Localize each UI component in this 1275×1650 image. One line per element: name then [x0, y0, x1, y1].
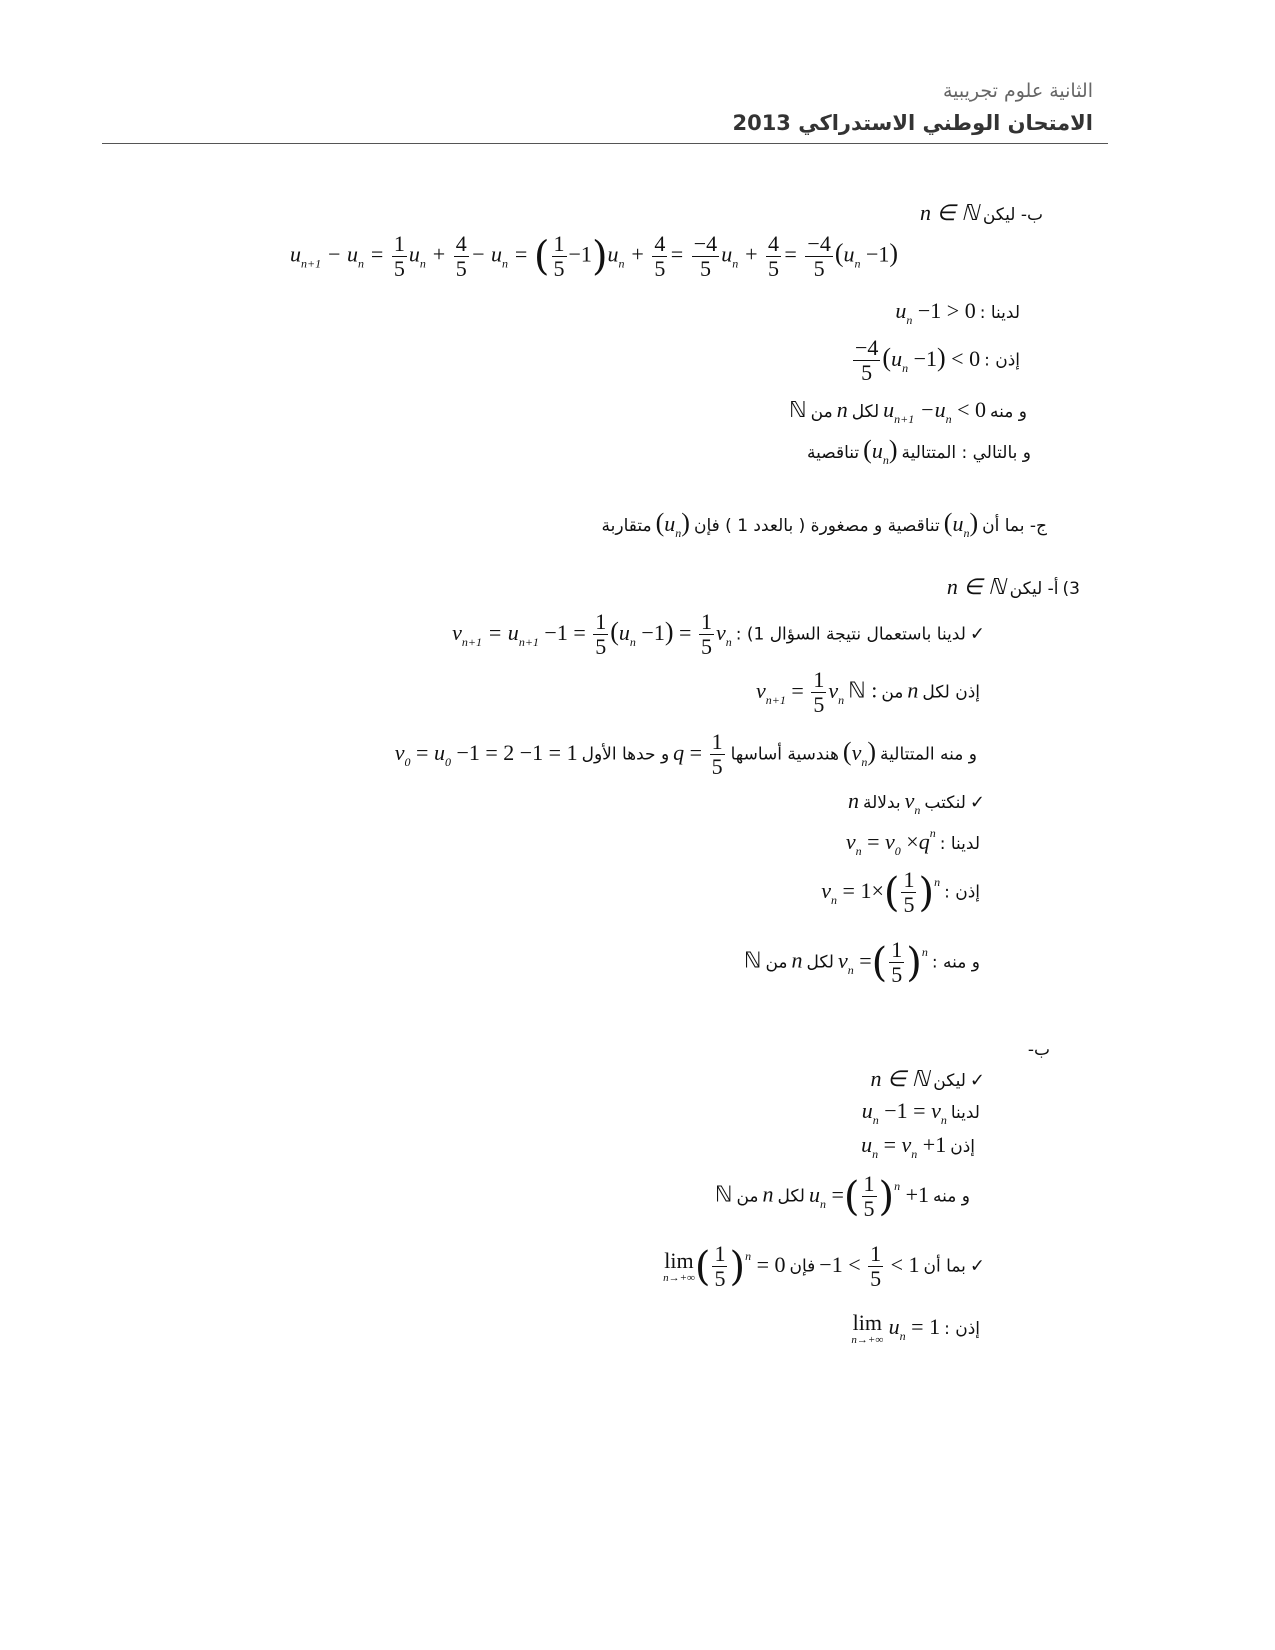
part-3b-then: إذن $u_n = v_n +1$	[861, 1132, 975, 1161]
part-b-have: لدينا : $u_n -1 > 0$	[895, 298, 1020, 327]
part-3b-so: و منه $u_n$ =( $\frac{1}{5}$ )$^n$ +1 لكل n من ℕ	[714, 1171, 970, 1221]
checkmark-icon: ✓	[969, 792, 985, 813]
part-3b-since: ✓ بما أن −1 < $\frac{1}{5}$ < 1 فإن lim n→+∞ ( $\frac{1}{5}$ )$^n$ = 0	[663, 1241, 985, 1291]
part-3a-check2: ✓ لنكتب $v_n$ بدلالة n	[847, 788, 985, 817]
header-title: الامتحان الوطني الاستدراكي 2013	[732, 111, 1093, 135]
part-3a-check1: ✓ لدينا باستعمال نتيجة السؤال 1) : $v_{n+1} = u_{n+1} -1$ = $\frac{1}{5}$ $(u_n -1)$ = $\frac{1}{5}$ $v_n$	[452, 609, 985, 659]
part-b-conclusion: و بالتالي : المتتالية $(u_n)$ تناقصية	[807, 435, 1031, 467]
part-3b-let: ✓ ليكن n ∈ ℕ	[870, 1066, 985, 1091]
part-b-n-in-N: n ∈ ℕ	[920, 200, 979, 225]
part-3a-geometric: و منه المتتالية $(v_n)$ هندسية أساسها q = $\frac{1}{5}$ و حدها الأول $v_0 = u_0 -1 = 2 -1 = 1$	[394, 729, 977, 779]
part-3a-have: لدينا : $v_n = v_0 \times q^n$	[845, 826, 980, 858]
checkmark-icon: ✓	[969, 623, 985, 645]
checkmark-icon: ✓	[969, 1255, 985, 1277]
part-3b-label: ب-	[1027, 1040, 1050, 1060]
part-3a-let: 3) أ- ليكن n ∈ ℕ	[946, 574, 1080, 599]
part-b-so: و منه $u_{n+1} -u_n < 0$ لكل n من ℕ	[789, 397, 1027, 426]
part-b-let	[920, 200, 1043, 226]
part-3b-final: إذن : lim n→+∞ $u_n = 1$	[851, 1310, 980, 1346]
checkmark-icon: ✓	[969, 1070, 985, 1091]
part-3a-so: و منه : $v_n$ =( $\frac{1}{5}$ )$^n$ لكل n من ℕ	[743, 937, 980, 987]
part-b-label: ب- ليكن	[982, 205, 1043, 225]
part-c: ج- بما أن $(u_n)$ تناقصية و مصغورة ( بالعدد 1 ) فإن $(u_n)$ متقاربة	[601, 508, 1047, 540]
part-b-difference-equation: $u_{n+1} - u_n$ = $\frac{1}{5}$ $u_n$ + $\frac{4}{5}$ − $u_n$ = ( $\frac{1}{5}$ $-1)u_n$ + $\frac{4}{5}$ = $\frac{-4}{5}$ $u_n$ + $\frac{4}{5}$ = $\frac{-4}{5}$ $(u_n -1)$	[290, 231, 899, 281]
part-3a-therefore: إذن لكل n من ℕ : $v_{n+1}$ = $\frac{1}{5}$ $v_n$	[756, 667, 980, 717]
header-subtitle: الثانية علوم تجريبية	[942, 80, 1093, 102]
part-b-then: إذن : $\frac{-4}{5}$ $(u_n -1) < 0$	[854, 335, 1020, 385]
part-3b-have: لدينا $u_n -1 = v_n$	[861, 1098, 980, 1127]
header-divider	[102, 143, 1108, 144]
part-3a-then: إذن : $v_n = 1\times$( $\frac{1}{5}$ )$^n$	[821, 867, 980, 917]
